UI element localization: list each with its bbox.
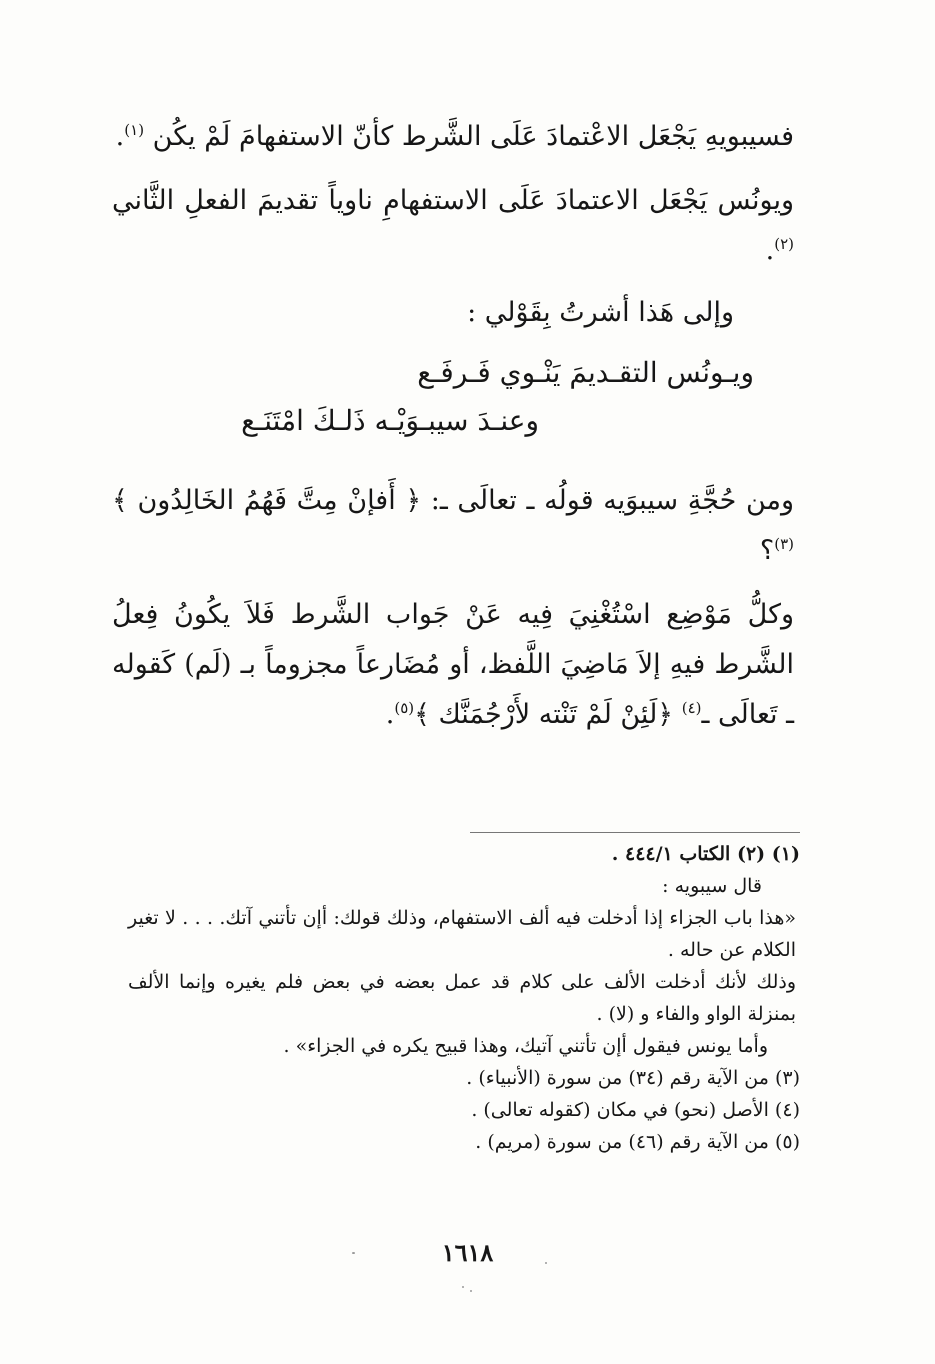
footnote-ref-5: (٥) [394,699,415,717]
verse [112,346,794,450]
paragraph-sibawayh: فسيبويهِ يَجْعَل الاعْتمادَ عَلَى الشَّرط كأنّ الاستفهامَ لَمْ يكُن $^{(١)}$. [115,121,794,152]
footnotes [128,838,800,1158]
paragraph-text: ويونُس يَجْعَل الاعتمادَ عَلَى الاستفهامِ ناوياً تقديمَ الفعلِ الثَّاني [112,185,794,216]
footnote-separator [470,832,800,833]
scan-speck [462,1286,464,1288]
question-mark: ؟ [759,535,775,566]
paragraph-text: فسيبويهِ يَجْعَل الاعْتمادَ عَلَى الشَّرط كأنّ الاستفهامَ لَمْ يكُن [152,121,794,152]
main-text [112,112,794,740]
page-number: ١٦١٨ [441,1238,494,1267]
quote-label: قال سيبويه : [662,875,762,897]
paragraph-text: ومن حُجَّةِ سيبوَيه قولُه ـ تعالَى ـ: ﴿ أَفإنْ مِتَّ فَهُمُ الخَالِدُون ﴾ [112,485,794,516]
quote-line-1: «هذا باب الجزاء إذا أدخلت فيه ألف الاستفهام، وذلك قولك: أإن تأتني آتك. . . . لا تغير الكلام عن حاله . [128,907,796,961]
paragraph-rule: وكلُّ مَوْضِع اسْتُغْنِيَ فِيه عَنْ جَواب الشَّرط فَلاَ يكُونُ فِعلُ الشَّرط فيهِ إلاَ مَاضِيَ اللَّفظ، أو مُضَارعاً مجزوماً بـ (لَم) كَقوله ـ تَعالَى ـ$^{(٤)}$ ﴿لَئِنْ لَمْ تَنْته لأَرْجُمَنَّك ﴾$^{(٥)}$. [112,599,795,730]
scan-speck [352,1252,355,1254]
scan-speck [470,1290,472,1292]
footnote-ref-1: (١) [124,121,145,139]
footnote-1-2: (١) (٢) الكتاب ٤٤٤/١ . [611,843,800,865]
paragraph-intro-verse: وإلى هَذا أشرتُ بِقَوْلي : [467,297,734,328]
quote-line-2: وذلك لأنك أدخلت الألف على كلام قد عمل بعضه في بعض فلم يغيره وإنما الألف بمنزلة الواو والفاء و (لا) . [128,971,796,1025]
footnote-4: (٤) الأصل (نحو) في مكان (كقوله تعالى) . [471,1099,800,1121]
paragraph-yunus: ويونُس يَجْعَل الاعتمادَ عَلَى الاستفهامِ ناوياً تقديمَ الفعلِ الثَّاني $^{(٢)}$. [112,185,794,266]
scan-speck [545,1262,547,1264]
quran-quote: ﴿لَئِنْ لَمْ تَنْته لأَرْجُمَنَّك ﴾ [414,699,674,730]
quote-line-3: وأما يونس فيقول أإن تأتني آتيك، وهذا قبيح يكره في الجزاء» . [283,1035,768,1057]
footnote-ref-2: (٢) [774,235,794,253]
footnote-5: (٥) من الآية رقم (٤٦) من سورة (مريم) . [475,1131,800,1153]
footnote-3: (٣) من الآية رقم (٣٤) من سورة (الأنبياء) . [466,1067,800,1089]
footnote-ref-4: (٤) [681,699,702,717]
footnote-ref-3: (٣) [774,535,794,553]
paragraph-evidence [112,476,794,576]
paragraph-text: وكلُّ مَوْضِع اسْتُغْنِيَ فِيه عَنْ جَواب الشَّرط فَلاَ يكُونُ فِعلُ الشَّرط فيهِ إلاَ مَاضِيَ اللَّفظ، أو مُضَارعاً مجزوماً بـ (لَم) كَقوله ـ تَعالَى ـ [112,599,795,730]
verse-line-1: ويـونُس التقـديمَ يَنْـوي فَـرفَـع [417,356,754,389]
verse-line-2: وعنـدَ سيبـوَيْـه ذَلـكَ امْتَنَـع [241,404,539,437]
